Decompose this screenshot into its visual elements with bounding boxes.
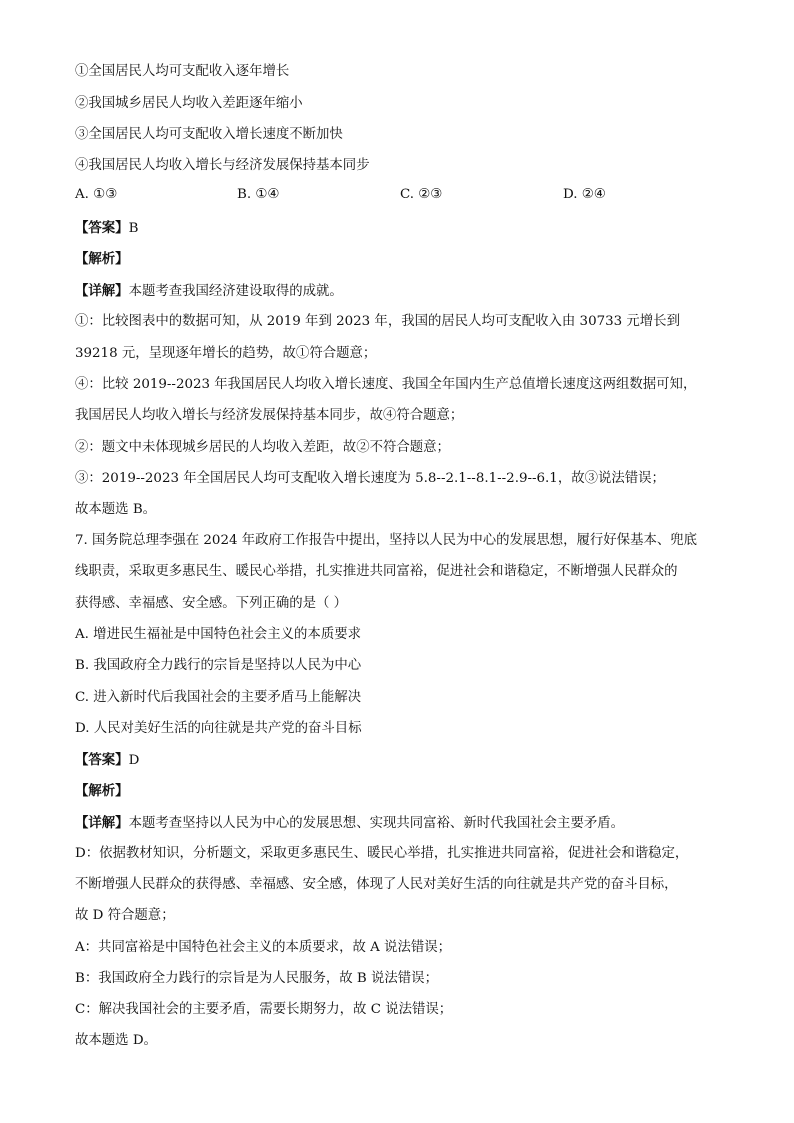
q6-analysis-line: ③：2019--2023 年全国居民人均可支配收入增长速度为 5.8--2.1--8.1--2.9--6.1，故③说法错误； [75, 471, 665, 486]
q6-options [75, 185, 735, 207]
answer-value: D [128, 753, 140, 768]
q7-stem-line: 获得感、幸福感、安全感。下列正确的是（ ） [75, 596, 348, 611]
q6-answer [75, 218, 138, 239]
answer-label: 【答案】 [75, 752, 129, 768]
q7-stem-line: 线职责，采取更多惠民生、暖民心举措，扎实推进共同富裕，促进社会和谐稳定，不断增强人民群众的 [75, 564, 678, 579]
statement-3: ③全国居民人均可支配收入增长速度不断加快 [75, 127, 343, 142]
q7-conclusion: 故本题选 D。 [75, 1033, 157, 1048]
q7-choice-a: A. 增进民生福祉是中国特色社会主义的本质要求 [75, 627, 361, 642]
q7-analysis-line: B：我国政府全力践行的宗旨是为人民服务，故 B 说法错误； [75, 971, 438, 986]
q6-analysis-line: 我国居民人均收入增长与经济发展保持基本同步，故④符合题意； [75, 408, 464, 423]
q7-detail [75, 813, 624, 834]
q7-choice-d: D. 人民对美好生活的向往就是共产党的奋斗目标 [75, 721, 362, 736]
detail-label: 【详解】 [75, 815, 129, 831]
q6-option-d: D. ②④ [563, 187, 606, 202]
q7-analysis-line: 不断增强人民群众的获得感、幸福感、安全感，体现了人民对美好生活的向往就是共产党的奋斗目标， [75, 877, 678, 892]
q7-analysis-line: C：解决我国社会的主要矛盾，需要长期努力，故 C 说法错误； [75, 1002, 453, 1017]
analysis-label: 【解析】 [75, 251, 129, 267]
answer-value: B [128, 221, 139, 236]
q7-analysis-heading [75, 781, 129, 802]
q6-analysis-line: ④：比较 2019--2023 年我国居民人均收入增长速度、我国全年国内生产总值增长速度这两组数据可知， [75, 377, 697, 392]
q6-analysis-line: ①：比较图表中的数据可知，从 2019 年到 2023 年，我国的居民人均可支配收入由 30733 元增长到 [75, 314, 680, 329]
q7-analysis-line: 故 D 符合题意； [75, 908, 175, 923]
q7-stem-line: 7. 国务院总理李强在 2024 年政府工作报告中提出，坚持以人民为中心的发展思想，履行好保基本、兜底 [75, 533, 698, 548]
q6-detail [75, 281, 343, 302]
statement-4: ④我国居民人均收入增长与经济发展保持基本同步 [75, 158, 370, 173]
q7-choice-c: C. 进入新时代后我国社会的主要矛盾马上能解决 [75, 690, 362, 705]
q6-option-b: B. ①④ [237, 187, 280, 202]
detail-label: 【详解】 [75, 283, 129, 299]
q6-analysis-line: ②：题文中未体现城乡居民的人均收入差距，故②不符合题意； [75, 440, 450, 455]
q6-conclusion: 故本题选 B。 [75, 502, 157, 517]
q6-analysis-heading [75, 249, 129, 270]
statement-2: ②我国城乡居民人均收入差距逐年缩小 [75, 96, 303, 111]
q6-analysis-line: 39218 元，呈现逐年增长的趋势，故①符合题意； [75, 346, 377, 361]
analysis-label: 【解析】 [75, 783, 129, 799]
q7-analysis-line: D：依据教材知识，分析题文，采取更多惠民生、暖民心举措，扎实推进共同富裕，促进社会和谐稳定， [75, 846, 689, 861]
q6-option-c: C. ②③ [400, 187, 443, 202]
detail-intro: 本题考查我国经济建设取得的成就。 [128, 284, 343, 299]
q6-option-a: A. ①③ [75, 187, 118, 202]
q7-choice-b: B. 我国政府全力践行的宗旨是坚持以人民为中心 [75, 658, 362, 673]
q7-answer [75, 750, 139, 771]
detail-intro: 本题考查坚持以人民为中心的发展思想、实现共同富裕、新时代我国社会主要矛盾。 [128, 816, 625, 831]
statement-1: ①全国居民人均可支配收入逐年增长 [75, 64, 290, 79]
q7-analysis-line: A：共同富裕是中国特色社会主义的本质要求，故 A 说法错误； [75, 940, 452, 955]
answer-label: 【答案】 [75, 220, 129, 236]
